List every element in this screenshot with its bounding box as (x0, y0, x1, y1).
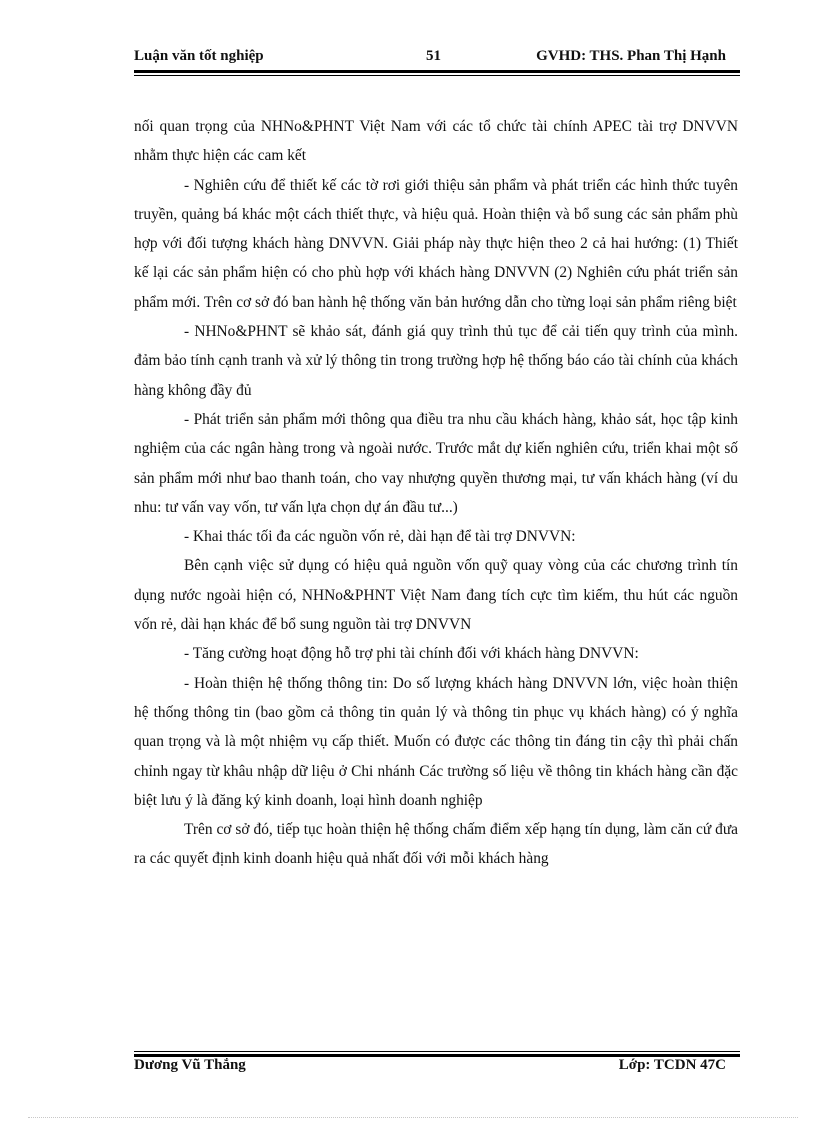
paragraph-foreign-credit: Bên cạnh việc sử dụng có hiệu quả nguồn vốn quỹ quay vòng của các chương trình tín dụng nước ngoài hiện có, NHNo&PHNT Việt Nam đang tích cực tìm kiếm, thu hút các nguồn vốn rẻ, dài hạn khác để bổ sung nguồn tài trợ DNVVN (134, 557, 738, 634)
paragraph-credit-rating: Trên cơ sở đó, tiếp tục hoàn thiện hệ thống chấm điểm xếp hạng tín dụng, làm căn cứ đưa ra các quyết định kinh doanh hiệu quả nhất đối với mỗi khách hàng (134, 821, 738, 868)
page-footer (134, 1057, 740, 1079)
header-rule-thin (134, 75, 740, 76)
paragraph-continuation: nối quan trọng của NHNo&PHNT Việt Nam với các tổ chức tài chính APEC tài trợ DNVVN nhằm thực hiện các cam kết (134, 118, 738, 165)
footer-class: Lớp: TCDN 47C (618, 1057, 726, 1073)
document-body (134, 112, 738, 874)
paragraph-information-system: - Hoàn thiện hệ thống thông tin: Do số lượng khách hàng DNVVN lớn, việc hoàn thiện hệ thống thông tin (bao gồm cả thông tin quản lý và thông tin phục vụ khách hàng) có ý nghĩa quan trọng và là một nhiệm vụ cấp thiết. Muốn có được các thông tin đáng tin cậy thì phải chấn chỉnh ngay từ khâu nhập dữ liệu ở Chi nhánh Các trường số liệu về thông tin khách hàng cần đặc biệt lưu ý là đăng ký kinh doanh, loại hình doanh nghiệp (134, 674, 738, 809)
paragraph-non-financial-support: - Tăng cường hoạt động hỗ trợ phi tài chính đối với khách hàng DNVVN: (184, 645, 639, 663)
page-header (134, 48, 740, 70)
header-supervisor: GVHD: THS. Phan Thị Hạnh (536, 48, 726, 64)
paragraph-procedure-survey: - NHNo&PHNT sẽ khảo sát, đánh giá quy trình thủ tục để cải tiến quy trình của mình. đảm bảo tính cạnh tranh và xử lý thông tin trong trường hợp hệ thống báo cáo tài chính của khách hàng không đầy đủ (134, 323, 738, 399)
footer-author: Dương Vũ Thắng (134, 1057, 246, 1073)
paragraph-new-products: - Phát triển sản phẩm mới thông qua điều tra nhu cầu khách hàng, khảo sát, học tập kinh nghiệm của các ngân hàng trong và ngoài nước. Trước mắt dự kiến nghiên cứu, triển khai một số sản phẩm mới như bao thanh toán, cho vay nhượng quyền thương mại, tư vấn khách hàng (ví du nhu: tư vấn vay vốn, tư vấn lựa chọn dự án đầu tư...) (134, 410, 738, 516)
header-thesis-title: Luận văn tốt nghiệp (134, 48, 264, 64)
page-number: 51 (426, 48, 441, 64)
page-boundary-line (28, 1117, 798, 1118)
header-rule-thick (134, 70, 740, 73)
paragraph-product-research: - Nghiên cứu để thiết kế các tờ rơi giới thiệu sản phẩm và phát triển các hình thức tuyên truyền, quảng bá khác một cách thiết thực, và hiệu quả. Hoàn thiện và bổ sung các sản phẩm phù hợp với đối tượng khách hàng DNVVN. Giải pháp này thực hiện theo 2 cả hai hướng: (1) Thiết kế lại các sản phẩm hiện có cho phù hợp với khách hàng DNVVN (2) Nghiên cứu phát triển sản phẩm mới. Trên cơ sở đó ban hành hệ thống văn bản hướng dẫn cho từng loại sản phẩm riêng biệt (134, 176, 738, 311)
footer-rule-thin (134, 1051, 740, 1052)
paragraph-capital-sources: - Khai thác tối đa các nguồn vốn rẻ, dài hạn để tài trợ DNVVN: (184, 528, 576, 546)
